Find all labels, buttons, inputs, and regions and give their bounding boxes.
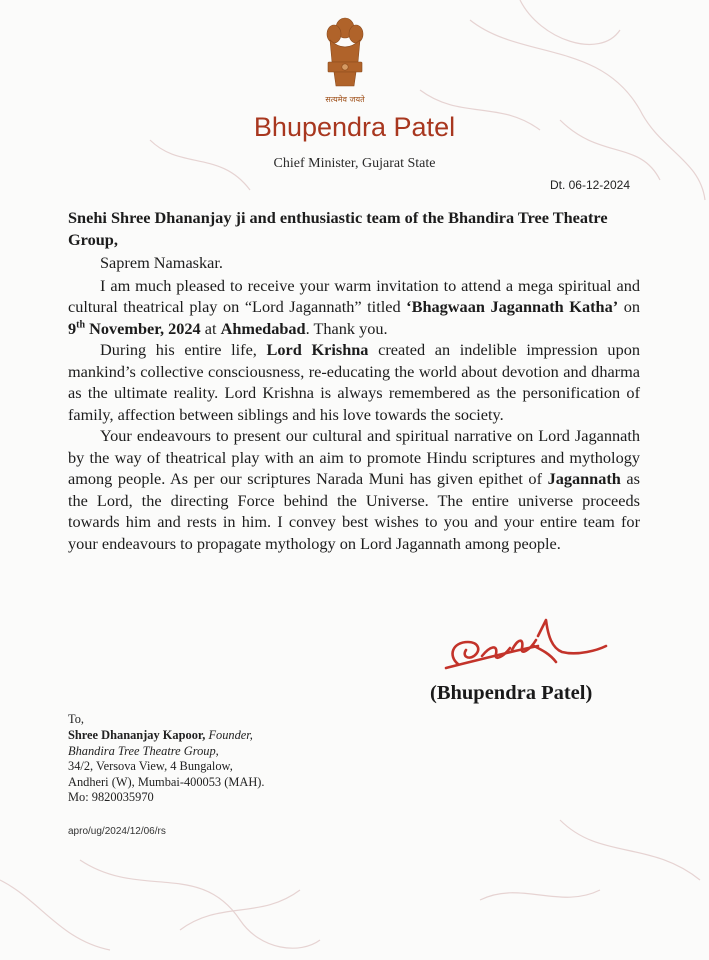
signatory-name: (Bhupendra Patel) [430, 682, 593, 704]
paragraph-krishna: During his entire life, Lord Krishna created an indelible impression upon mankind’s collective consciousness, re-educating the world about devotion and dharma as the ultimate reality. Lord Krishna is always remembered as the personification of family, affection between siblings and his love towards the society. [68, 340, 640, 424]
signature-icon [438, 616, 608, 686]
letterhead-designation: Chief Minister, Gujarat State [273, 156, 436, 171]
recipient-role: Founder, [205, 728, 253, 743]
recipient-name: Shree Dhananjay Kapoor, [68, 728, 206, 743]
letter-body [68, 207, 640, 554]
recipient-address [68, 712, 265, 805]
address-to: To, [68, 712, 84, 726]
greeting: Saprem Namaskar. [100, 253, 223, 272]
play-date: 9th November, 2024 [68, 318, 201, 338]
emblem-motto: सत्यमेव जयते [325, 95, 365, 104]
recipient-org: Bhandira Tree Theatre Group, [68, 743, 219, 758]
play-title: ‘Bhagwaan Jagannath Katha’ [406, 297, 619, 316]
recipient-phone: Mo: 9820035970 [68, 790, 154, 805]
recipient-address-line-2: Andheri (W), Mumbai-400053 (MAH). [68, 774, 265, 789]
paragraph-invitation: I am much pleased to receive your warm invitation to attend a mega spiritual and cultural theatrical play on “Lord Jagannath” titled ‘Bhagwaan Jagannath Katha’ on 9th November, 2024 at Ahmedabad. Thank you. [68, 275, 640, 338]
reference-number: apro/ug/2024/12/06/rs [68, 826, 166, 837]
letterhead-name: Bhupendra Patel [253, 112, 456, 142]
salutation: Snehi Shree Dhananjay ji and enthusiastic team of the Bhandira Tree Theatre Group, [68, 208, 608, 249]
paragraph-jagannath: Your endeavours to present our cultural and spiritual narrative on Lord Jagannath by the way of theatrical play with an aim to promote Hindu scriptures and mythology among people. As per our scriptures Narada Muni has given epithet of Jagannath as the Lord, the directing Force behind the Universe. The entire universe proceeds towards him and rests in him. I convey best wishes to you and your entire team for your endeavours to propagate mythology on Lord Jagannath among people. [68, 426, 640, 553]
recipient-address-line-1: 34/2, Versova View, 4 Bungalow, [68, 759, 233, 774]
letter-date: Dt. 06-12-2024 [549, 178, 630, 192]
play-venue: Ahmedabad [220, 318, 306, 338]
